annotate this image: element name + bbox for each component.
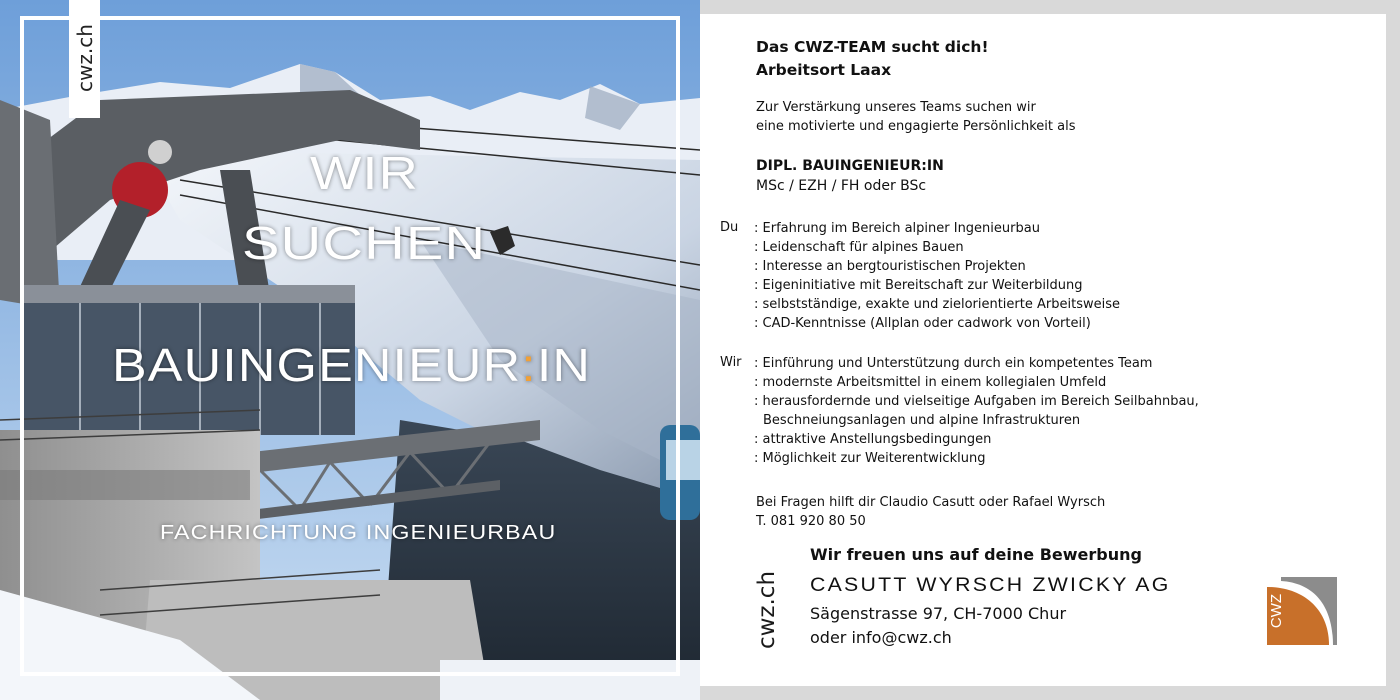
concrete-band <box>0 470 250 500</box>
footer-vertical-label <box>748 551 786 669</box>
wir-list <box>754 354 1199 468</box>
gondola-window <box>666 440 700 480</box>
ad-location: Arbeitsort Laax <box>756 61 892 79</box>
side-label: cwz.ch <box>72 24 97 92</box>
hero-line-bauingenieur <box>112 338 591 392</box>
intro-line: eine motivierte und engagierte Persönlichkeit als <box>756 119 1076 134</box>
wir-label: Wir <box>720 355 742 370</box>
job-title: DIPL. BAUINGENIEUR:IN <box>756 158 944 174</box>
du-item: : Erfahrung im Bereich alpiner Ingenieurbau <box>754 221 1040 236</box>
job-ad-panel <box>700 14 1386 686</box>
du-list <box>754 219 1120 333</box>
wir-item: : herausfordernde und vielseitige Aufgaben im Bereich Seilbahnbau, <box>754 394 1199 409</box>
contact-phone: T. 081 920 80 50 <box>756 514 866 529</box>
hero-line-bauingenieur-a: BAUINGENIEUR <box>112 339 522 391</box>
ad-heading: Das CWZ-TEAM sucht dich! <box>756 38 989 56</box>
hero-subtitle: FACHRICHTUNG INGENIEURBAU <box>160 522 557 544</box>
snow-ground <box>440 660 700 700</box>
wir-item: : Möglichkeit zur Weiterentwicklung <box>754 451 986 466</box>
logo-text: CWZ <box>1268 593 1285 629</box>
cwz-logo-icon <box>1267 577 1337 645</box>
company-email: oder info@cwz.ch <box>810 628 952 647</box>
ad-intro <box>756 98 1075 136</box>
company-address: Sägenstrasse 97, CH-7000 Chur <box>810 604 1067 623</box>
du-item: : Interesse an bergtouristischen Projekten <box>754 259 1026 274</box>
hero-line-suchen: SUCHEN <box>242 217 487 269</box>
job-degree: MSc / EZH / FH oder BSc <box>756 178 927 194</box>
du-item: : CAD-Kenntnisse (Allplan oder cadwork von Vorteil) <box>754 316 1091 331</box>
hero-line-bauingenieur-b: IN <box>536 339 592 391</box>
closing-line: Wir freuen uns auf deine Bewerbung <box>810 545 1142 564</box>
station-roof <box>20 285 355 303</box>
pulley <box>148 140 172 164</box>
du-item: : Eigeninitiative mit Bereitschaft zur Weiterbildung <box>754 278 1083 293</box>
wir-item: : attraktive Anstellungsbedingungen <box>754 432 992 447</box>
footer-website: cwz.ch <box>754 570 780 650</box>
du-label: Du <box>720 220 739 235</box>
company-name: CASUTT WYRSCH ZWICKY AG <box>810 575 1171 596</box>
contact-info <box>756 493 1105 531</box>
wir-item: : Einführung und Unterstützung durch ein kompetentes Team <box>754 356 1153 371</box>
wir-item <box>754 411 1199 430</box>
wir-item: : modernste Arbeitsmittel in einem kollegialen Umfeld <box>754 375 1107 390</box>
hero-colon-accent: : <box>521 339 537 391</box>
hero-line-wir: WIR <box>310 147 420 199</box>
wir-item-continuation: Beschneiungsanlagen und alpine Infrastrukturen <box>763 413 1081 428</box>
du-item: : Leidenschaft für alpines Bauen <box>754 240 964 255</box>
du-item: : selbstständige, exakte und zielorientierte Arbeitsweise <box>754 297 1120 312</box>
contact-persons: Bei Fragen hilft dir Claudio Casutt oder Rafael Wyrsch <box>756 495 1106 510</box>
side-label-strip <box>69 0 100 118</box>
intro-line: Zur Verstärkung unseres Teams suchen wir <box>756 100 1036 115</box>
